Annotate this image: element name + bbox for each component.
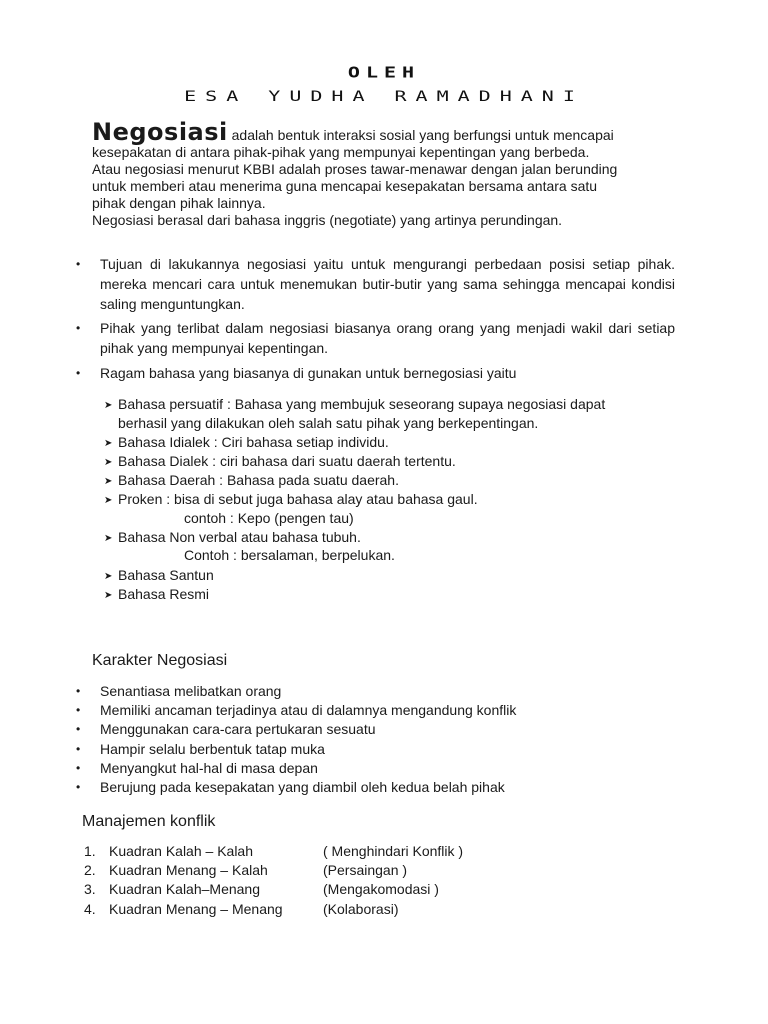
- arrow-bullet-icon: ➤: [104, 457, 113, 468]
- bullet-item: • Tujuan di lakukannya negosiasi yaitu untuk mengurangi perbedaan posisi setiap pihak. mereka mencari cara untuk menemukan butir-butir yang sama sehingga mencapai kondisi saling menguntungkan.: [100, 254, 675, 314]
- ragam-example: contoh : Kepo (pengen tau): [184, 510, 354, 526]
- karakter-item: • Senantiasa melibatkan orang: [100, 683, 281, 699]
- arrow-bullet-icon: ➤: [104, 476, 113, 487]
- karakter-heading: Karakter Negosiasi: [92, 652, 228, 669]
- ragam-text: Bahasa Daerah : Bahasa pada suatu daerah.: [118, 472, 399, 488]
- ragam-item: [104, 490, 676, 510]
- ragam-text: Bahasa persuatif : Bahasa yang membujuk seseorang supaya negosiasi dapat: [118, 396, 606, 412]
- intro-line: kesepakatan di antara pihak-pihak yang mempunyai kepentingan yang berbeda.: [92, 144, 590, 160]
- ragam-item-continuation: berhasil yang dilakukan oleh salah satu pihak yang berkepentingan.: [118, 415, 539, 431]
- karakter-item: • Berujung pada kesepakatan yang diambil oleh kedua belah pihak: [100, 779, 505, 795]
- ragam-item: [104, 395, 676, 415]
- manajemen-label: Kuadran Menang – Kalah: [109, 862, 268, 878]
- arrow-bullet-icon: ➤: [104, 438, 113, 449]
- ragam-text: Bahasa Non verbal atau bahasa tubuh.: [118, 529, 361, 545]
- ragam-item: [104, 452, 676, 472]
- author-name: ESA YUDHA RAMADHANI: [184, 87, 584, 105]
- karakter-item: • Hampir selalu berbentuk tatap muka: [100, 741, 325, 757]
- manajemen-number: 4.: [84, 901, 96, 917]
- karakter-item: • Memiliki ancaman terjadinya atau di dalamnya mengandung konflik: [100, 702, 516, 718]
- manajemen-label: Kuadran Menang – Menang: [109, 901, 283, 917]
- manajemen-value: ( Menghindari Konflik ): [323, 843, 464, 859]
- manajemen-heading: Manajemen konflik: [82, 813, 216, 830]
- ragam-example: Contoh : bersalaman, berpelukan.: [184, 547, 395, 563]
- intro-paragraph: [92, 118, 682, 229]
- ragam-text: Bahasa Resmi: [118, 586, 210, 602]
- manajemen-value: (Mengakomodasi ): [323, 881, 439, 897]
- arrow-bullet-icon: ➤: [104, 533, 113, 544]
- manajemen-number: 1.: [84, 843, 96, 859]
- bullet-item: • Ragam bahasa yang biasanya di gunakan untuk bernegosiasi yaitu: [100, 363, 675, 383]
- manajemen-label: Kuadran Kalah – Kalah: [109, 843, 253, 859]
- arrow-bullet-icon: ➤: [104, 590, 113, 601]
- ragam-text: Bahasa Idialek : Ciri bahasa setiap individu.: [118, 434, 389, 450]
- arrow-bullet-icon: ➤: [104, 495, 113, 506]
- intro-line: pihak dengan pihak lainnya.: [92, 195, 266, 211]
- manajemen-value: (Persaingan ): [323, 862, 408, 878]
- author-label: OLEH: [347, 63, 421, 81]
- intro-line: adalah bentuk interaksi sosial yang berfungsi untuk mencapai: [227, 127, 614, 143]
- ragam-text: Bahasa Santun: [118, 567, 214, 583]
- ragam-text: Bahasa Dialek : ciri bahasa dari suatu daerah tertentu.: [118, 453, 456, 469]
- intro-line: untuk memberi atau menerima guna mencapai kesepakatan bersama antara satu: [92, 178, 598, 194]
- karakter-item: • Menggunakan cara-cara pertukaran sesuatu: [100, 721, 376, 737]
- ragam-item: [104, 585, 676, 605]
- ragam-text: Proken : bisa di sebut juga bahasa alay atau bahasa gaul.: [118, 491, 478, 507]
- ragam-item: [104, 528, 676, 548]
- intro-line: Atau negosiasi menurut KBBI adalah proses tawar-menawar dengan jalan berunding: [92, 161, 618, 177]
- manajemen-label: Kuadran Kalah–Menang: [109, 881, 261, 897]
- arrow-bullet-icon: ➤: [104, 571, 113, 582]
- arrow-bullet-icon: ➤: [104, 400, 113, 411]
- manajemen-number: 2.: [84, 862, 96, 878]
- manajemen-value: (Kolaborasi): [323, 901, 399, 917]
- ragam-item: [104, 433, 676, 453]
- intro-term: Negosiasi: [92, 118, 228, 146]
- bullet-item: • Pihak yang terlibat dalam negosiasi biasanya orang orang yang menjadi wakil dari setiap pihak yang mempunyai kepentingan.: [100, 318, 675, 358]
- ragam-item: [104, 471, 676, 491]
- manajemen-number: 3.: [84, 881, 96, 897]
- karakter-item: • Menyangkut hal-hal di masa depan: [100, 760, 318, 776]
- ragam-item: [104, 566, 676, 586]
- intro-line: Negosiasi berasal dari bahasa inggris (negotiate) yang artinya perundingan.: [92, 212, 563, 228]
